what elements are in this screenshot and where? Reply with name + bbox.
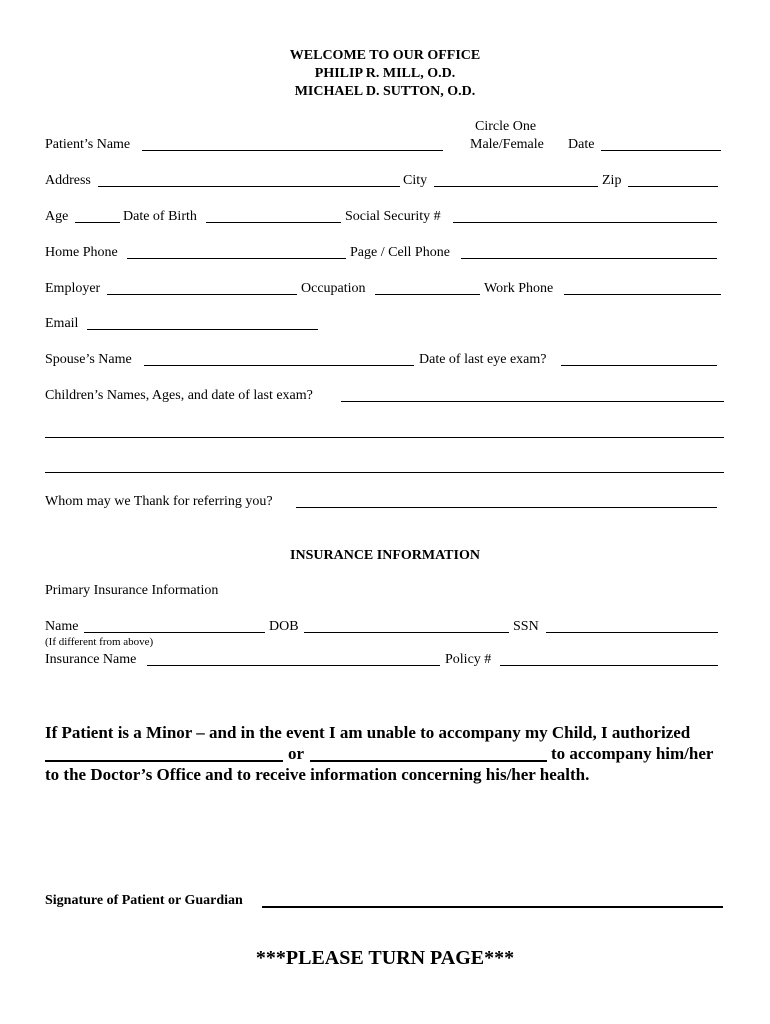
city-field[interactable]: [434, 186, 598, 187]
minor-statement-line-1: If Patient is a Minor – and in the event I am unable to accompany my Child, I authorized: [45, 723, 691, 742]
or-text: or: [288, 744, 305, 763]
work-phone-field[interactable]: [564, 294, 721, 295]
occupation-field[interactable]: [375, 294, 480, 295]
employer-label: Employer: [45, 281, 101, 296]
cell-phone-field[interactable]: [461, 258, 717, 259]
primary-insurance-label: Primary Insurance Information: [45, 583, 219, 598]
zip-label: Zip: [602, 173, 622, 188]
cell-phone-label: Page / Cell Phone: [350, 245, 450, 260]
children-field[interactable]: [341, 401, 724, 402]
referral-label: Whom may we Thank for referring you?: [45, 494, 273, 509]
email-label: Email: [45, 316, 79, 331]
children-field-line-2[interactable]: [45, 437, 724, 438]
insured-dob-field[interactable]: [304, 632, 509, 633]
patient-name-field[interactable]: [142, 150, 443, 151]
children-label: Children’s Names, Ages, and date of last exam?: [45, 388, 313, 403]
authorized-person-2-field[interactable]: [310, 760, 547, 762]
office-title: WELCOME TO OUR OFFICE: [289, 48, 481, 63]
circle-one-label: Circle One: [475, 119, 537, 134]
children-field-line-3[interactable]: [45, 472, 724, 473]
ssn-field[interactable]: [453, 222, 717, 223]
sex-label: Male/Female: [470, 137, 544, 152]
last-exam-label: Date of last eye exam?: [419, 352, 547, 367]
minor-statement-line-3: to the Doctor’s Office and to receive information concerning his/her health.: [45, 765, 590, 784]
address-label: Address: [45, 173, 91, 188]
dob-field[interactable]: [206, 222, 341, 223]
date-field[interactable]: [601, 150, 721, 151]
turn-page-notice: ***PLEASE TURN PAGE***: [255, 947, 515, 969]
spouse-field[interactable]: [144, 365, 414, 366]
doctor-name-1: PHILIP R. MILL, O.D.: [314, 66, 456, 81]
insured-ssn-field[interactable]: [546, 632, 718, 633]
dob-label: Date of Birth: [123, 209, 197, 224]
last-exam-field[interactable]: [561, 365, 717, 366]
signature-field[interactable]: [262, 906, 723, 908]
home-phone-field[interactable]: [127, 258, 346, 259]
patient-name-label: Patient’s Name: [45, 137, 131, 152]
insurance-name-label: Insurance Name: [45, 652, 137, 667]
referral-field[interactable]: [296, 507, 717, 508]
different-note: (If different from above): [45, 636, 154, 648]
ssn-label: Social Security #: [345, 209, 441, 224]
insured-name-label: Name: [45, 619, 79, 634]
email-field[interactable]: [87, 329, 318, 330]
insurance-heading: INSURANCE INFORMATION: [290, 548, 480, 563]
age-label: Age: [45, 209, 69, 224]
address-field[interactable]: [98, 186, 400, 187]
work-phone-label: Work Phone: [484, 281, 554, 296]
insured-ssn-label: SSN: [513, 619, 539, 634]
home-phone-label: Home Phone: [45, 245, 118, 260]
accompany-text: to accompany him/her: [551, 744, 714, 763]
age-field[interactable]: [75, 222, 120, 223]
employer-field[interactable]: [107, 294, 297, 295]
insured-dob-label: DOB: [269, 619, 299, 634]
policy-label: Policy #: [445, 652, 492, 667]
city-label: City: [403, 173, 428, 188]
authorized-person-1-field[interactable]: [45, 760, 283, 762]
doctor-name-2: MICHAEL D. SUTTON, O.D.: [294, 84, 476, 99]
insured-name-field[interactable]: [84, 632, 265, 633]
signature-label: Signature of Patient or Guardian: [45, 893, 243, 908]
policy-field[interactable]: [500, 665, 718, 666]
insurance-name-field[interactable]: [147, 665, 440, 666]
spouse-label: Spouse’s Name: [45, 352, 132, 367]
zip-field[interactable]: [628, 186, 718, 187]
occupation-label: Occupation: [301, 281, 366, 296]
date-label: Date: [568, 137, 595, 152]
